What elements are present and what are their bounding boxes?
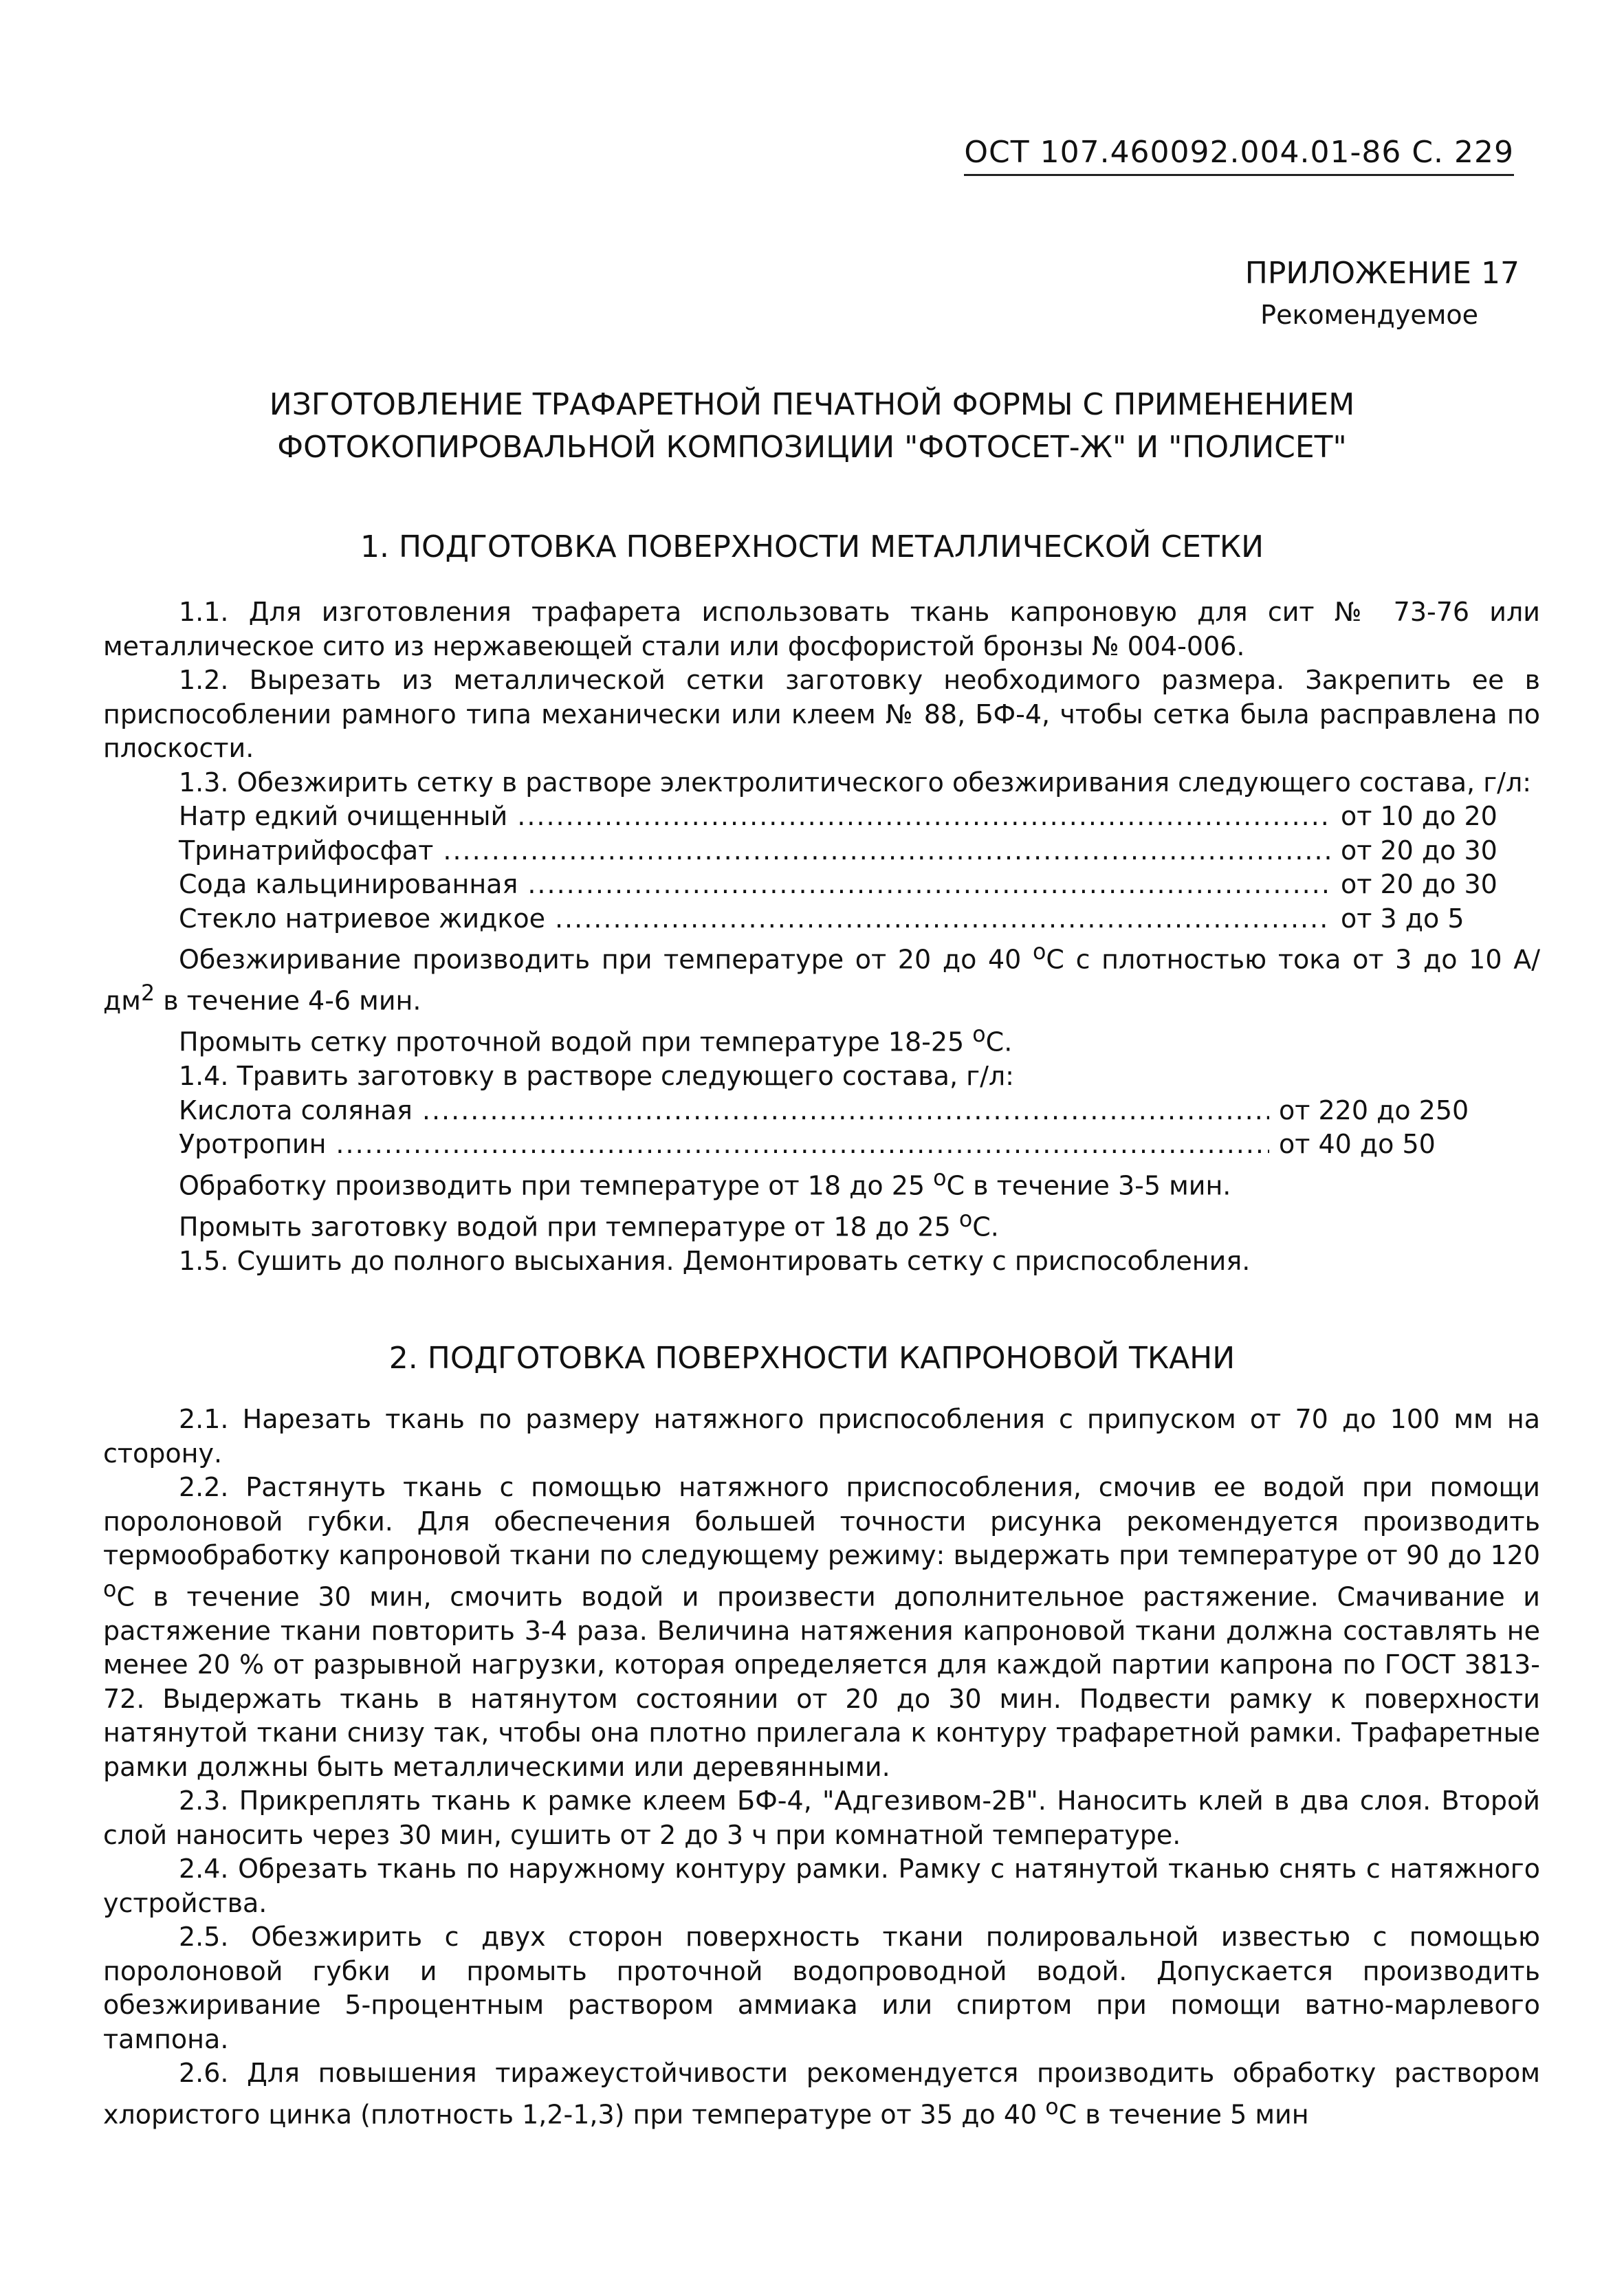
document-title (0, 384, 1624, 469)
section-1-heading: 1. ПОДГОТОВКА ПОВЕРХНОСТИ МЕТАЛЛИЧЕСКОЙ СЕТКИ (360, 529, 1264, 564)
degrease-mode: Обезжиривание производить при температуре от 20 до 40 $^о$С с плотностью тока от 3 до 10 $А/дм^2$ в течение 4-6 мин. (103, 940, 1540, 1016)
clause-1-4: 1.4. Травить заготовку в растворе следующего состава, г/л: (179, 1061, 1014, 1092)
clause-1-5: 1.5. Сушить до полного высыхания. Демонтировать сетку с приспособления. (179, 1246, 1251, 1277)
clause-2-5: 2.5. Обезжирить с двух сторон поверхность ткани полировальной известью с помощью поролоновой губки и промыть проточной водопроводной водой. Допускается производить обезжиривание 5-процентным раствором аммиака или спиртом при помощи ватно-марлевого тампона. (103, 1922, 1540, 2054)
degrease-item: Сода кальцинированная ..... от 20 до 30 (103, 868, 1540, 902)
clause-2-4: 2.4. Обрезать ткань по наружному контуру рамки. Рамку с натянутой тканью снять с натяжного устройства. (103, 1854, 1540, 1918)
clause-2-1: 2.1. Нарезать ткань по размеру натяжного приспособления с припуском от 70 до 100 мм на сторону. (103, 1404, 1540, 1469)
section-2-body (103, 1403, 1540, 2132)
rinse-note-1: Промыть сетку проточной водой при температуре 18-25 $^о$С. (179, 1022, 1013, 1057)
title-line-2: ФОТОКОПИРОВАЛЬНОЙ КОМПОЗИЦИИ "ФОТОСЕТ-Ж" И "ПОЛИСЕТ" (277, 430, 1347, 465)
clause-2-6: 2.6. Для повышения тиражеустойчивости рекомендуется производить обработку раствором хлористого цинка (плотность 1,2-1,3) при температуре от 35 до 40 $^о$С в течение 5 мин (103, 2058, 1540, 2130)
clause-1-1: 1.1. Для изготовления трафарета использовать ткань капроновую для сит № 73-76 или металлическое сито из нержавеющей стали или фосфористой бронзы № 004-006. (103, 597, 1540, 661)
appendix-number: ПРИЛОЖЕНИЕ 17 (1244, 256, 1519, 291)
section-2-heading: 2. ПОДГОТОВКА ПОВЕРХНОСТИ КАПРОНОВОЙ ТКАНИ (388, 1341, 1236, 1376)
clause-1-3: 1.3. Обезжирить сетку в растворе электролитического обезжиривания следующего состава, г/л: (179, 767, 1532, 798)
clause-2-3: 2.3. Прикреплять ткань к рамке клеем БФ-4, "Адгезивом-2В". Наносить клей в два слоя. Второй слой наносить через 30 мин, сушить от 2 до 3 ч при комнатной температуре. (103, 1786, 1540, 1850)
etch-item: Уротропин ..... от 40 до 50 (103, 1128, 1540, 1162)
degrease-item: Натр едкий очищенный ..... от 10 до 20 (103, 800, 1540, 834)
etch-mode: Обработку производить при температуре от 18 до 25 $^о$С в течение 3-5 мин. (179, 1165, 1231, 1201)
appendix-status: Рекомендуемое (1260, 300, 1478, 330)
document-code: ОСТ 107.460092.004.01-86 С. 229 (964, 135, 1514, 176)
etch-item: Кислота соляная ..... от 220 до 250 (103, 1094, 1540, 1128)
degrease-item: Тринатрийфосфат ..... от 20 до 30 (103, 834, 1540, 868)
title-line-1: ИЗГОТОВЛЕНИЕ ТРАФАРЕТНОЙ ПЕЧАТНОЙ ФОРМЫ С ПРИМЕНЕНИЕМ (269, 387, 1355, 422)
section-1-body (103, 595, 1540, 1279)
rinse-note-2: Промыть заготовку водой при температуре от 18 до 25 $^о$С. (179, 1207, 999, 1242)
clause-1-2: 1.2. Вырезать из металлической сетки заготовку необходимого размера. Закрепить ее в приспособлении рамного типа механически или клеем № 88, БФ-4, чтобы сетка была расправлена по плоскости. (103, 665, 1540, 763)
degrease-item: Стекло натриевое жидкое ..... от 3 до 5 (103, 902, 1540, 936)
appendix-label (1245, 253, 1519, 336)
clause-2-2: 2.2. Растянуть ткань с помощью натяжного приспособления, смочив ее водой при помощи поролоновой губки. Для обеспечения большей точности рисунка рекомендуется производить термообработку капроновой ткани по следующему режиму: выдержать при температуре от 90 до 120 $^о$С в течение 30 мин, смочить водой и произвести дополнительное растяжение. Смачивание и растяжение ткани повторить 3-4 раза. Величина натяжения капроновой ткани должна составлять не менее 20 % от разрывной нагрузки, которая определяется для каждой партии капрона по ГОСТ 3813-72. Выдержать ткань в натянутом состоянии от 20 до 30 мин. Подвести рамку к поверхности натянутой ткани снизу так, чтобы она плотно прилегала к контуру трафаретной рамки. Трафаретные рамки должны быть металлическими или деревянными. (103, 1472, 1540, 1782)
